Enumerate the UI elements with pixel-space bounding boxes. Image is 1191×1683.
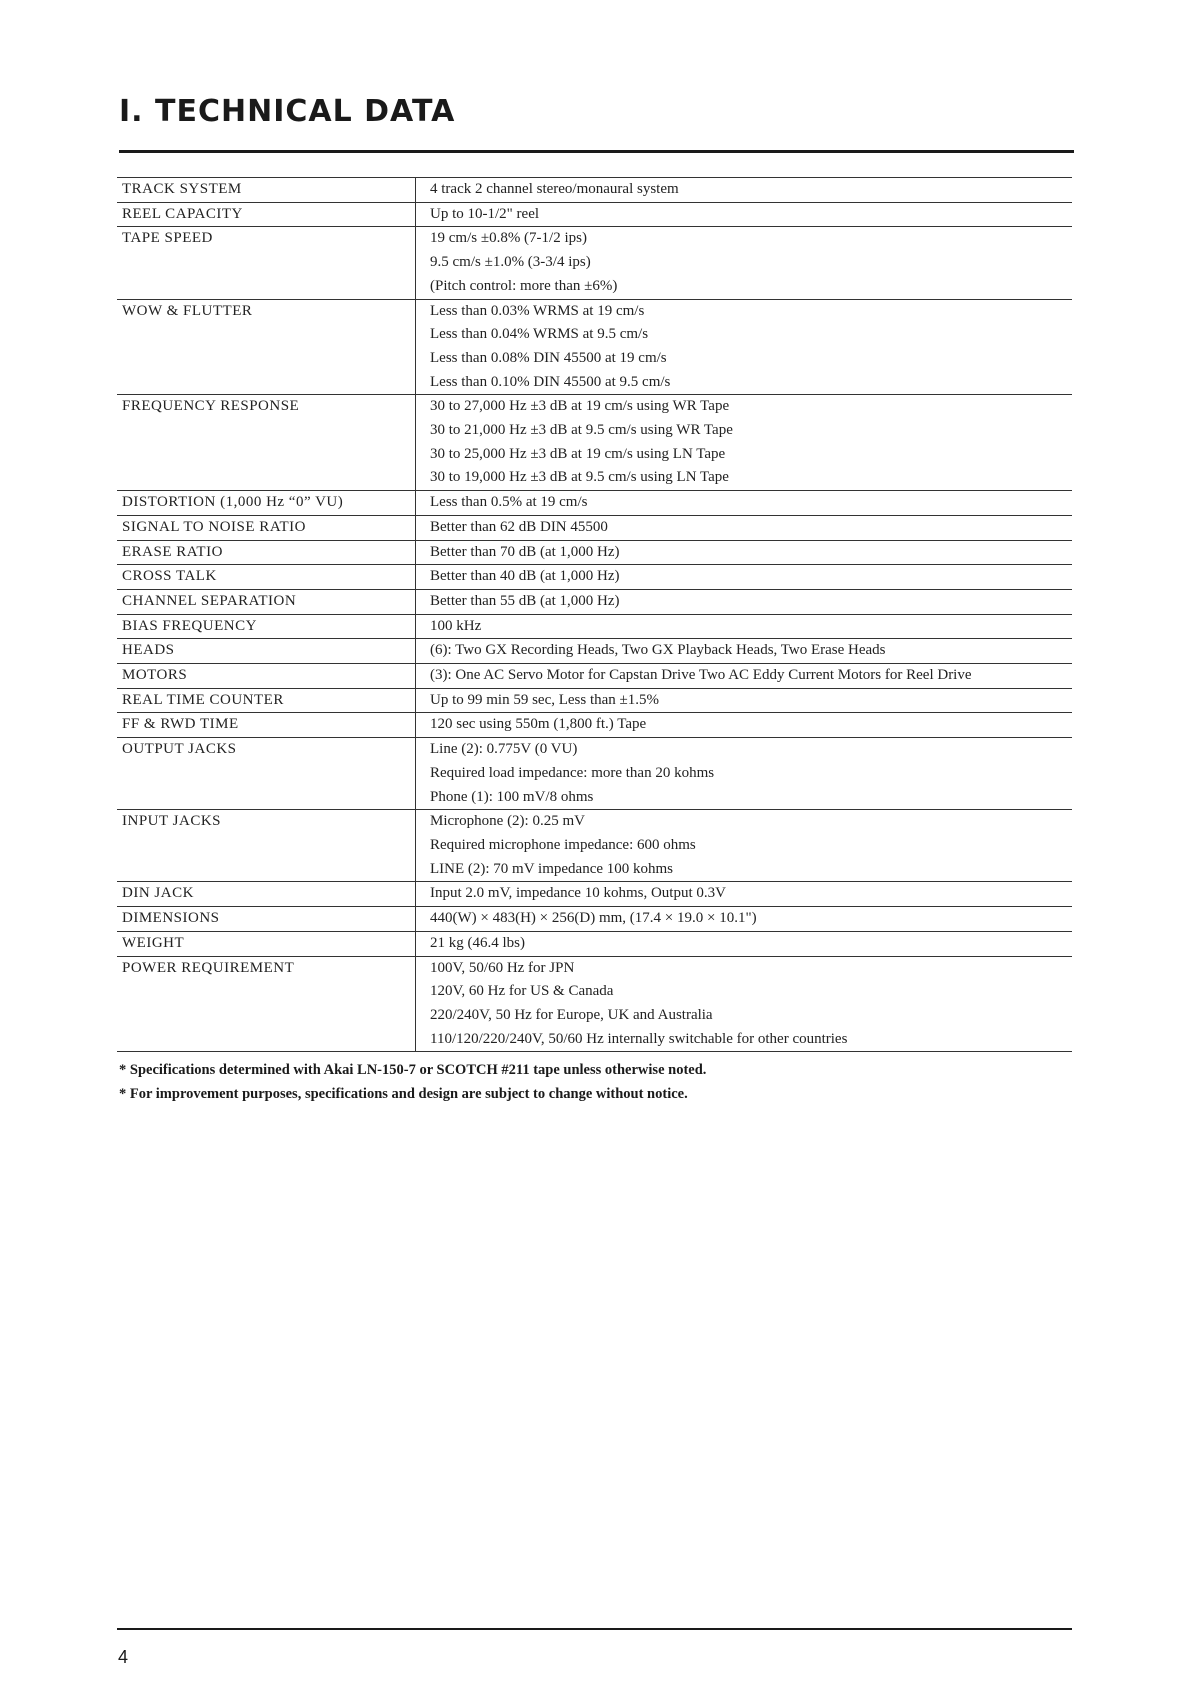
- spec-values: [416, 589, 1073, 614]
- spec-value-line: (3): One AC Servo Motor for Capstan Drive Two AC Eddy Current Motors for Reel Drive: [430, 667, 972, 684]
- spec-value-line: (6): Two GX Recording Heads, Two GX Playback Heads, Two Erase Heads: [430, 642, 886, 659]
- spec-value-line: 100V, 50/60 Hz for JPN: [430, 959, 575, 976]
- spec-row: [117, 810, 1072, 882]
- spec-value-line: Less than 0.10% DIN 45500 at 9.5 cm/s: [430, 373, 671, 390]
- spec-values: [416, 931, 1073, 956]
- spec-value-line: Better than 62 dB DIN 45500: [430, 518, 608, 535]
- spec-label: CHANNEL SEPARATION: [117, 589, 416, 614]
- spec-label: INPUT JACKS: [117, 810, 416, 882]
- spec-value-line: Less than 0.08% DIN 45500 at 19 cm/s: [430, 349, 667, 366]
- spec-values: [416, 515, 1073, 540]
- spec-label: ERASE RATIO: [117, 540, 416, 565]
- title-rule: [119, 150, 1074, 153]
- spec-row: [117, 565, 1072, 590]
- spec-label: FF & RWD TIME: [117, 713, 416, 738]
- spec-row: [117, 540, 1072, 565]
- spec-value-line: Required microphone impedance: 600 ohms: [430, 836, 696, 853]
- page-number: 4: [118, 1647, 129, 1667]
- spec-values: [416, 178, 1073, 203]
- spec-value-line: 440(W) × 483(H) × 256(D) mm, (17.4 × 19.0 × 10.1"): [430, 910, 757, 927]
- spec-values: [416, 688, 1073, 713]
- spec-label: TAPE SPEED: [117, 227, 416, 299]
- spec-value-line: 220/240V, 50 Hz for Europe, UK and Australia: [430, 1006, 713, 1023]
- spec-label: REEL CAPACITY: [117, 202, 416, 227]
- spec-table: [117, 177, 1072, 1052]
- spec-label: BIAS FREQUENCY: [117, 614, 416, 639]
- spec-row: [117, 664, 1072, 689]
- spec-label: WEIGHT: [117, 931, 416, 956]
- spec-label: OUTPUT JACKS: [117, 738, 416, 810]
- spec-label: DISTORTION (1,000 Hz “0” VU): [117, 491, 416, 516]
- spec-row: [117, 202, 1072, 227]
- spec-value-line: 30 to 21,000 Hz ±3 dB at 9.5 cm/s using WR Tape: [430, 422, 733, 439]
- spec-label: MOTORS: [117, 664, 416, 689]
- spec-values: [416, 491, 1073, 516]
- spec-values: [416, 810, 1073, 882]
- spec-label: TRACK SYSTEM: [117, 178, 416, 203]
- note-change: * For improvement purposes, specifications and design are subject to change without notice.: [119, 1086, 688, 1102]
- spec-row: [117, 639, 1072, 664]
- page-title: I. TECHNICAL DATA: [119, 94, 456, 129]
- spec-row: [117, 956, 1072, 1052]
- spec-values: [416, 614, 1073, 639]
- spec-values: [416, 956, 1073, 1052]
- spec-row: [117, 931, 1072, 956]
- spec-row: [117, 227, 1072, 299]
- spec-row: [117, 688, 1072, 713]
- spec-value-line: 9.5 cm/s ±1.0% (3-3/4 ips): [430, 254, 591, 271]
- spec-values: [416, 565, 1073, 590]
- spec-row: [117, 491, 1072, 516]
- spec-value-line: 19 cm/s ±0.8% (7-1/2 ips): [430, 230, 587, 247]
- spec-value-line: Less than 0.5% at 19 cm/s: [430, 494, 588, 511]
- spec-values: [416, 713, 1073, 738]
- spec-value-line: LINE (2): 70 mV impedance 100 kohms: [430, 860, 674, 877]
- spec-value-line: 110/120/220/240V, 50/60 Hz internally switchable for other countries: [430, 1030, 848, 1047]
- spec-value-line: 4 track 2 channel stereo/monaural system: [430, 181, 679, 197]
- spec-label: SIGNAL TO NOISE RATIO: [117, 515, 416, 540]
- spec-value-line: Microphone (2): 0.25 mV: [430, 813, 585, 830]
- spec-values: [416, 395, 1073, 491]
- spec-values: [416, 664, 1073, 689]
- spec-table-body: [117, 178, 1072, 1052]
- spec-values: [416, 227, 1073, 299]
- spec-value-line: 21 kg (46.4 lbs): [430, 934, 525, 951]
- note-tape: * Specifications determined with Akai LN-150-7 or SCOTCH #211 tape unless otherwise noted.: [119, 1062, 707, 1078]
- spec-value-line: Required load impedance: more than 20 kohms: [430, 764, 715, 781]
- spec-value-line: 120V, 60 Hz for US & Canada: [430, 983, 614, 1000]
- spec-label: CROSS TALK: [117, 565, 416, 590]
- spec-value-line: 30 to 19,000 Hz ±3 dB at 9.5 cm/s using LN Tape: [430, 469, 729, 486]
- spec-row: [117, 299, 1072, 395]
- spec-values: [416, 738, 1073, 810]
- spec-value-line: Up to 99 min 59 sec, Less than ±1.5%: [430, 691, 660, 708]
- footer-rule: [117, 1628, 1072, 1630]
- spec-values: [416, 639, 1073, 664]
- spec-values: [416, 202, 1073, 227]
- spec-label: WOW & FLUTTER: [117, 299, 416, 395]
- spec-value-line: 120 sec using 550m (1,800 ft.) Tape: [430, 716, 647, 733]
- spec-row: [117, 589, 1072, 614]
- spec-label: POWER REQUIREMENT: [117, 956, 416, 1052]
- spec-row: [117, 515, 1072, 540]
- spec-value-line: Better than 40 dB (at 1,000 Hz): [430, 568, 620, 585]
- spec-row: [117, 882, 1072, 907]
- spec-value-line: (Pitch control: more than ±6%): [430, 277, 618, 294]
- spec-values: [416, 299, 1073, 395]
- spec-value-line: 100 kHz: [430, 617, 482, 634]
- spec-label: REAL TIME COUNTER: [117, 688, 416, 713]
- spec-value-line: Less than 0.04% WRMS at 9.5 cm/s: [430, 326, 649, 343]
- spec-label: HEADS: [117, 639, 416, 664]
- spec-label: DIN JACK: [117, 882, 416, 907]
- spec-value-line: 30 to 25,000 Hz ±3 dB at 19 cm/s using LN Tape: [430, 445, 726, 462]
- spec-value-line: Up to 10-1/2" reel: [430, 205, 540, 222]
- spec-row: [117, 713, 1072, 738]
- spec-value-line: 30 to 27,000 Hz ±3 dB at 19 cm/s using WR Tape: [430, 398, 730, 415]
- spec-row: [117, 395, 1072, 491]
- spec-values: [416, 540, 1073, 565]
- spec-value-line: Input 2.0 mV, impedance 10 kohms, Output 0.3V: [430, 885, 726, 902]
- spec-row: [117, 178, 1072, 203]
- spec-values: [416, 907, 1073, 932]
- spec-value-line: Phone (1): 100 mV/8 ohms: [430, 788, 594, 805]
- spec-row: [117, 907, 1072, 932]
- spec-notes: [119, 1058, 706, 1106]
- spec-values: [416, 882, 1073, 907]
- spec-row: [117, 738, 1072, 810]
- spec-label: FREQUENCY RESPONSE: [117, 395, 416, 491]
- spec-value-line: Better than 55 dB (at 1,000 Hz): [430, 592, 620, 609]
- spec-value-line: Less than 0.03% WRMS at 19 cm/s: [430, 302, 645, 319]
- spec-label: DIMENSIONS: [117, 907, 416, 932]
- spec-value-line: Line (2): 0.775V (0 VU): [430, 741, 578, 758]
- spec-row: [117, 614, 1072, 639]
- spec-value-line: Better than 70 dB (at 1,000 Hz): [430, 543, 620, 560]
